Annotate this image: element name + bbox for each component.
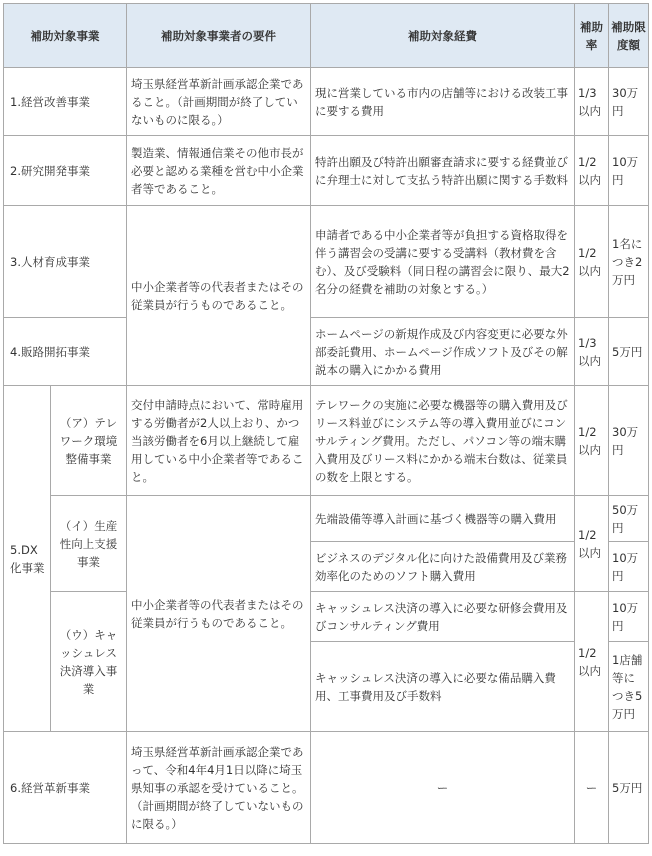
- limit-cell: 1名につき2万円: [609, 206, 649, 318]
- table-row: [4, 386, 649, 496]
- rate-cell: 1/2以内: [575, 592, 609, 732]
- expenses-cell: キャッシュレス決済の導入に必要な研修会費用及びコンサルティング費用: [311, 592, 575, 642]
- category-cell: 6.経営革新事業: [4, 732, 127, 844]
- table-row: [4, 68, 649, 136]
- limit-cell: 30万円: [609, 386, 649, 496]
- expenses-cell: キャッシュレス決済の導入に必要な備品購入費用、工事費用及び手数料: [311, 642, 575, 732]
- table-row: [4, 318, 649, 386]
- expenses-cell: 特許出願及び特許出願審査請求に要する経費並びに弁理士に対して支払う特許出願に関する手数料: [311, 136, 575, 206]
- header-requirements: 補助対象事業者の要件: [127, 4, 311, 68]
- expenses-cell: 現に営業している市内の店舗等における改装工事に要する費用: [311, 68, 575, 136]
- limit-cell: 5万円: [609, 318, 649, 386]
- table-row: [4, 136, 649, 206]
- header-row: [4, 4, 649, 68]
- category-cell: 3.人材育成事業: [4, 206, 127, 318]
- rate-cell: 1/3以内: [575, 318, 609, 386]
- expenses-cell: 申請者である中小企業者等が負担する資格取得を伴う講習会の受講に要する受講料（教材費を含む）、及び受験料（同日程の講習会に限り、最大2名分の経費を補助の対象とする。）: [311, 206, 575, 318]
- requirements-cell: 埼玉県経営革新計画承認企業であること。（計画期間が終了していないものに限る。）: [127, 68, 311, 136]
- subcategory-cell: （ウ）キャッシュレス決済導入事業: [51, 592, 127, 732]
- table-row: [4, 592, 649, 642]
- expenses-cell: 先端設備等導入計画に基づく機器等の購入費用: [311, 496, 575, 542]
- table-row: [4, 496, 649, 542]
- rate-cell: 1/2以内: [575, 136, 609, 206]
- rate-cell: 1/2以内: [575, 496, 609, 592]
- category-cell: 5.DX化事業: [4, 386, 51, 732]
- limit-cell: 10万円: [609, 136, 649, 206]
- header-limit: 補助限度額: [609, 4, 649, 68]
- limit-cell: 50万円: [609, 496, 649, 542]
- expenses-cell: テレワークの実施に必要な機器等の購入費用及びリース料並びにシステム等の導入費用並びにコンサルティング費用。ただし、パソコン等の端末購入費用及びリース料にかかる端末台数は、従業員の数を上限とする。: [311, 386, 575, 496]
- rate-cell: ー: [575, 732, 609, 844]
- requirements-cell: 交付申請時点において、常時雇用する労働者が2人以上おり、かつ当該労働者を6月以上継続して雇用している中小企業者等であること。: [127, 386, 311, 496]
- table-row: [4, 206, 649, 318]
- requirements-cell: 中小企業者等の代表者またはその従業員が行うものであること。: [127, 206, 311, 386]
- requirements-cell: 埼玉県経営革新計画承認企業であって、令和4年4月1日以降に埼玉県知事の承認を受けていること。（計画期間が終了していないものに限る。）: [127, 732, 311, 844]
- limit-cell: 10万円: [609, 542, 649, 592]
- rate-cell: 1/2以内: [575, 386, 609, 496]
- requirements-cell: 中小企業者等の代表者またはその従業員が行うものであること。: [127, 496, 311, 732]
- rate-cell: 1/3以内: [575, 68, 609, 136]
- expenses-cell: ビジネスのデジタル化に向けた設備費用及び業務効率化のためのソフト購入費用: [311, 542, 575, 592]
- limit-cell: 1店舗等につき5万円: [609, 642, 649, 732]
- table-row: [4, 732, 649, 844]
- subcategory-cell: （ア）テレワーク環境整備事業: [51, 386, 127, 496]
- subcategory-cell: （イ）生産性向上支援事業: [51, 496, 127, 592]
- category-cell: 2.研究開発事業: [4, 136, 127, 206]
- expenses-cell: ホームページの新規作成及び内容変更に必要な外部委託費用、ホームページ作成ソフト及びその解説本の購入にかかる費用: [311, 318, 575, 386]
- limit-cell: 30万円: [609, 68, 649, 136]
- subsidy-table: [3, 3, 649, 844]
- expenses-cell: ー: [311, 732, 575, 844]
- header-rate: 補助率: [575, 4, 609, 68]
- header-category: 補助対象事業: [4, 4, 127, 68]
- header-expenses: 補助対象経費: [311, 4, 575, 68]
- limit-cell: 10万円: [609, 592, 649, 642]
- category-cell: 4.販路開拓事業: [4, 318, 127, 386]
- rate-cell: 1/2以内: [575, 206, 609, 318]
- requirements-cell: 製造業、情報通信業その他市長が必要と認める業種を営む中小企業者等であること。: [127, 136, 311, 206]
- category-cell: 1.経営改善事業: [4, 68, 127, 136]
- limit-cell: 5万円: [609, 732, 649, 844]
